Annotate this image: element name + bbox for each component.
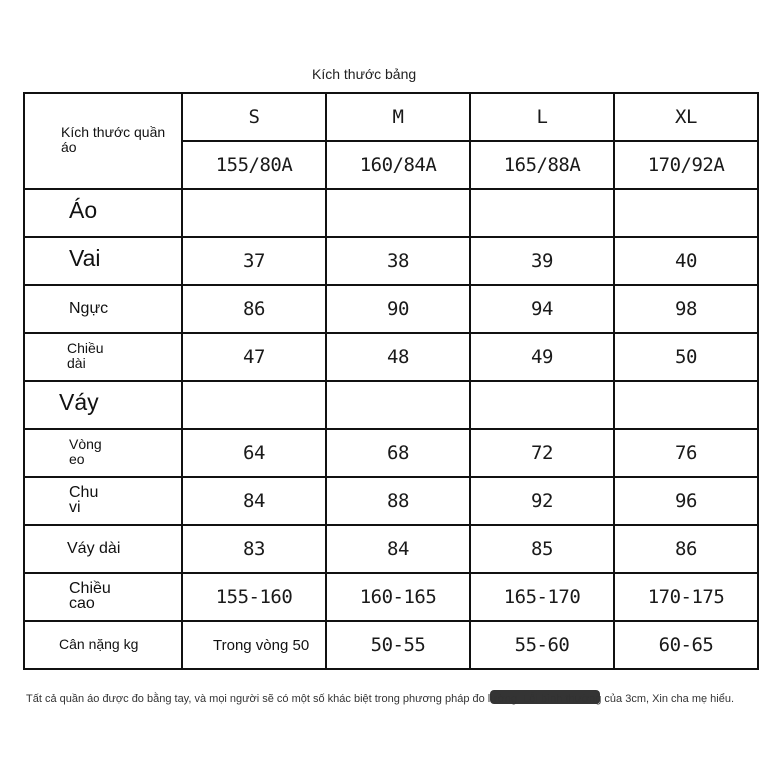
- value-cell: 55-60: [470, 621, 614, 669]
- row-label-cell: [24, 381, 182, 429]
- value-cell: 68: [326, 429, 470, 477]
- value-cell: 40: [614, 237, 758, 285]
- value-cell: [182, 381, 326, 429]
- row-label: Vòng eo: [69, 436, 102, 467]
- value-cell: 88: [326, 477, 470, 525]
- value-cell: 94: [470, 285, 614, 333]
- value-cell: 84: [326, 525, 470, 573]
- corner-label-cell: [24, 93, 182, 189]
- value-cell: 37: [182, 237, 326, 285]
- value-cell: 72: [470, 429, 614, 477]
- table-row: [24, 381, 758, 429]
- value-cell: 165-170: [470, 573, 614, 621]
- table-row: [24, 525, 758, 573]
- table-row: [24, 621, 758, 669]
- value-cell: 83: [182, 525, 326, 573]
- row-label-cell: [24, 285, 182, 333]
- value-cell: 96: [614, 477, 758, 525]
- value-cell: 38: [326, 237, 470, 285]
- row-label-cell: [24, 525, 182, 573]
- row-label-cell: [24, 477, 182, 525]
- value-cell: 48: [326, 333, 470, 381]
- row-label: Chu vi: [69, 484, 99, 516]
- row-label-cell: [24, 333, 182, 381]
- value-cell: [614, 381, 758, 429]
- row-label-cell: [24, 189, 182, 237]
- table-row: [24, 573, 758, 621]
- value-cell: 76: [614, 429, 758, 477]
- value-cell: [470, 381, 614, 429]
- value-cell: 170-175: [614, 573, 758, 621]
- size-chart-table: [23, 92, 759, 670]
- row-label: Cân nặng kg: [59, 636, 139, 652]
- table-row: [24, 477, 758, 525]
- value-cell: 86: [614, 525, 758, 573]
- code-m: 160/84A: [326, 141, 470, 189]
- value-cell: 85: [470, 525, 614, 573]
- size-m: M: [326, 93, 470, 141]
- value-cell: [470, 189, 614, 237]
- size-s: S: [182, 93, 326, 141]
- corner-label: Kích thước quần áo: [61, 124, 166, 155]
- code-xl: 170/92A: [614, 141, 758, 189]
- value-cell: Trong vòng 50: [182, 621, 326, 669]
- row-label: Váy: [59, 389, 99, 415]
- row-label: Vai: [69, 245, 101, 271]
- value-cell: 60-65: [614, 621, 758, 669]
- row-label: Chiều cao: [69, 580, 111, 612]
- row-label: Váy dài: [67, 540, 121, 557]
- row-label-cell: [24, 621, 182, 669]
- value-cell: 155-160: [182, 573, 326, 621]
- row-label: Áo: [69, 197, 98, 223]
- value-cell: 86: [182, 285, 326, 333]
- value-cell: 98: [614, 285, 758, 333]
- size-xl: XL: [614, 93, 758, 141]
- code-s: 155/80A: [182, 141, 326, 189]
- row-label: Chiều dài: [67, 340, 104, 371]
- value-cell: 84: [182, 477, 326, 525]
- value-cell: [326, 189, 470, 237]
- value-cell: 49: [470, 333, 614, 381]
- table-row: [24, 285, 758, 333]
- value-cell: 50-55: [326, 621, 470, 669]
- table-row: [24, 333, 758, 381]
- value-cell: [326, 381, 470, 429]
- value-cell: 160-165: [326, 573, 470, 621]
- value-cell: [182, 189, 326, 237]
- value-cell: [614, 189, 758, 237]
- table-row: [24, 429, 758, 477]
- footnote: Tất cả quần áo được đo bằng tay, và mọi người sẽ có một số khác biệt trong phương pháp đo lường. Lỗi bình thường của 3cm, Xin cha mẹ hiểu.: [26, 693, 735, 705]
- code-l: 165/88A: [470, 141, 614, 189]
- value-cell: 90: [326, 285, 470, 333]
- row-label: Ngực: [69, 300, 109, 317]
- row-label-cell: [24, 573, 182, 621]
- table-title: Kích thước bảng: [312, 66, 417, 82]
- value-cell: 92: [470, 477, 614, 525]
- table-row: [24, 189, 758, 237]
- row-label-cell: [24, 237, 182, 285]
- value-cell: 50: [614, 333, 758, 381]
- value-cell: 64: [182, 429, 326, 477]
- row-label-cell: [24, 429, 182, 477]
- value-cell: 47: [182, 333, 326, 381]
- size-header-row: [24, 93, 758, 141]
- table-row: [24, 237, 758, 285]
- value-cell: 39: [470, 237, 614, 285]
- size-l: L: [470, 93, 614, 141]
